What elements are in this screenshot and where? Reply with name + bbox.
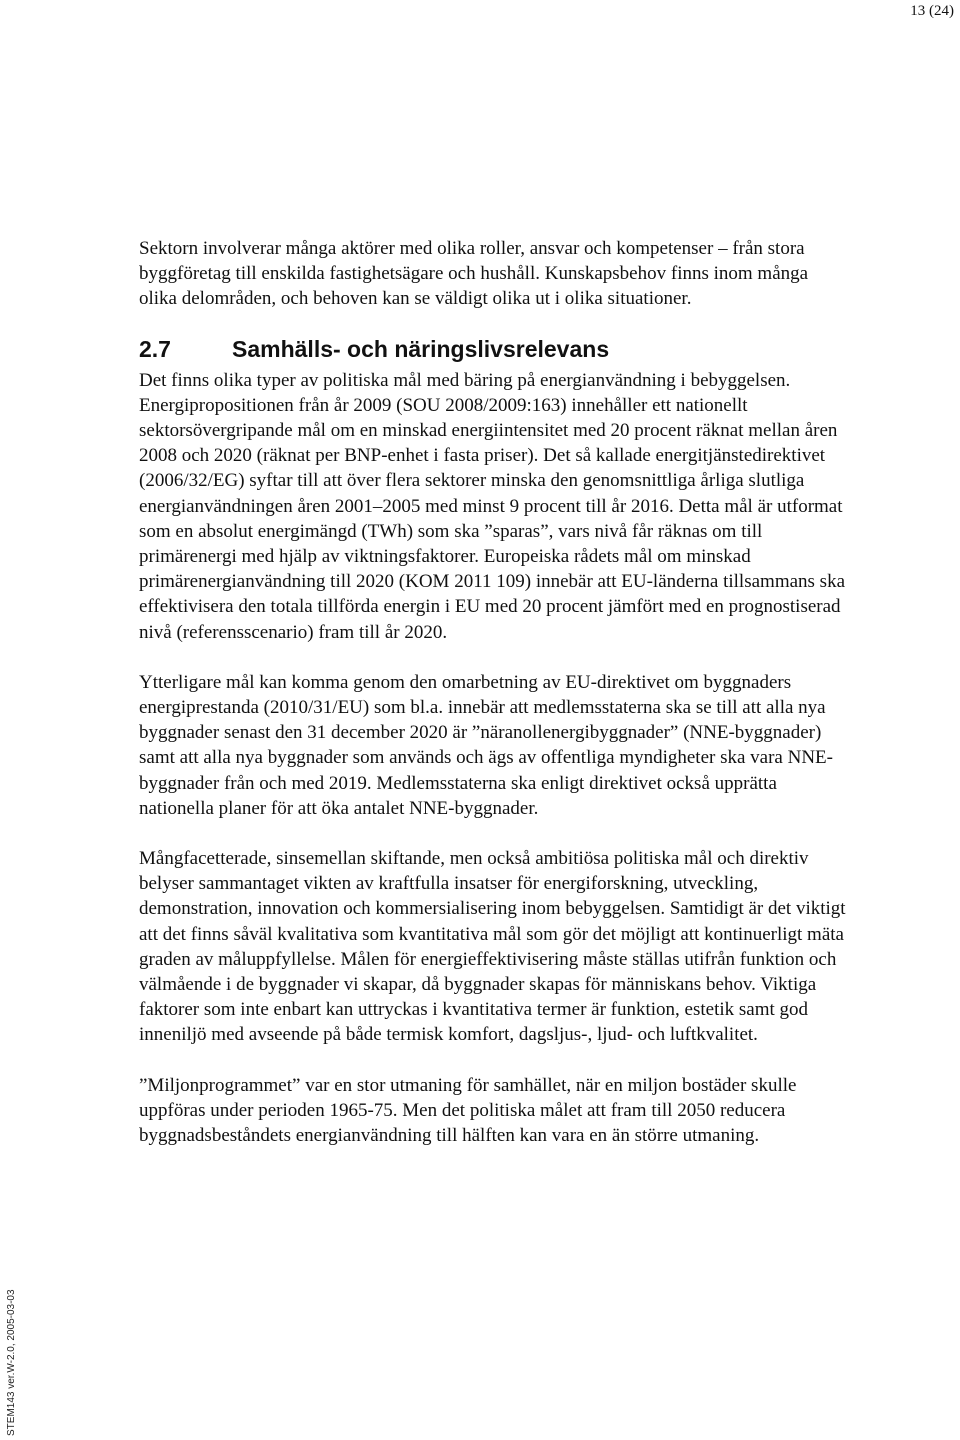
paragraph-policy-goals: Det finns olika typer av politiska mål med bäring på energianvändning i bebyggelsen. Energipropositionen från år 2009 (SOU 2008/2009:163) innehåller ett nationellt sektorsövergripande mål om en minskad energiintensitet med 20 procent räknat mellan åren 2008 och 2020 (räknat per BNP-enhet i fasta priser). Det så kallade energitjänstedirektivet (2006/32/EG) syftar till att över flera sektorer minska den genomsnittliga årliga slutliga energianvändningen åren 2001–2005 med minst 9 procent till år 2016. Detta mål är utformat som en absolut energimängd (TWh) som ska ”sparas”, vars nivå får räknas om till primärenergi med hjälp av viktningsfaktorer. Europeiska rådets mål om minskad primärenergianvändning till 2020 (KOM 2011 109) innebär att EU-länderna tillsammans ska effektivisera den totala tillförda energin i EU med 20 procent jämfört med en prognostiserad nivå (referensscenario) fram till år 2020. [139, 369, 845, 643]
form-version-stamp-text: STEM143 ver.W-2.0, 2005-03-03 [6, 1289, 17, 1436]
section-number: 2.7 [139, 335, 171, 362]
section-title: Samhälls- och näringslivsrelevans [232, 335, 610, 362]
form-version-stamp [6, 1276, 20, 1436]
document-body [139, 236, 849, 1148]
intro-paragraph: Sektorn involverar många aktörer med olika roller, ansvar och kompetenser – från stora byggföretag till enskilda fastighetsägare och hushåll. Kunskapsbehov finns inom många olika delområden, och behoven kan se väldigt olika ut i olika situationer. [139, 238, 809, 310]
paragraph-eu-directive: Ytterligare mål kan komma genom den omarbetning av EU-direktivet om byggnaders energiprestanda (2010/31/EU) som bl.a. innebär att medlemsstaterna ska se till att alla nya byggnader senast den 31 december 2020 är ”näranollenergibyggnader” (NNE-byggnader) samt att alla nya byggnader som används och ägs av offentliga myndigheter ska vara NNE-byggnader från och med 2019. Medlemsstaterna ska enligt direktivet också upprätta nationella planer för att öka antalet NNE-byggnader. [139, 671, 833, 819]
paragraph-miljonprogrammet: ”Miljonprogrammet” var en stor utmaning för samhället, när en miljon bostäder skulle uppföras under perioden 1965-75. Men det politiska målet att fram till 2050 reducera byggnadsbeståndets energianvändning till hälften kan vara en än större utmaning. [139, 1074, 797, 1147]
paragraph-multifaceted-goals: Mångfacetterade, sinsemellan skiftande, men också ambitiösa politiska mål och direktiv belyser sammantaget vikten av kraftfulla insatser för energiforskning, utveckling, demonstration, innovation och kommersialisering inom bebyggelsen. Samtidigt är det viktigt att det finns såväl kvalitativa som kvantitativa mål som gör det möjligt att kontinuerligt mäta graden av måluppfyllelse. Målen för energieffektivisering måste ställas utifrån funktion och välmående i de byggnader vi skapar, då byggnader skapas för människans behov. Viktiga faktorer som inte enbart kan uttryckas i kvantitativa termer är funktion, estetik samt god inneniljö med avseende på både termisk komfort, dagsljus-, ljud- och luftkvalitet. [139, 848, 846, 1046]
page-number: 13 (24) [910, 3, 954, 19]
section-heading [139, 334, 849, 364]
